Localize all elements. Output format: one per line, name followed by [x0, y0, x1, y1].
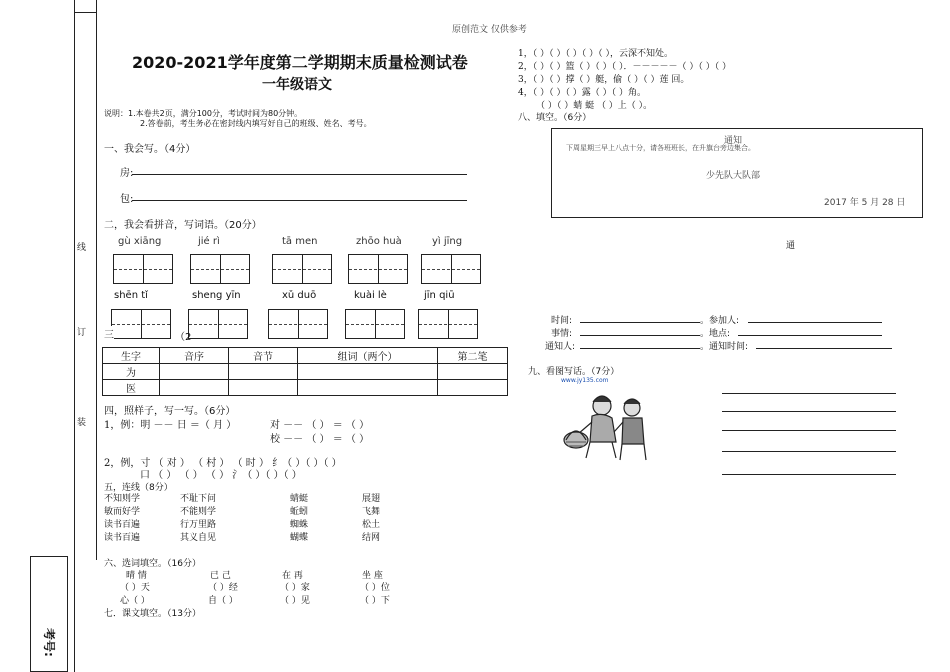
poem-line-4: 4，（ ）（ ）（ ）露（ ）（ ）角。 [518, 88, 647, 98]
seal-mark-a: 线 [77, 243, 87, 253]
word-pair: 已 己 [210, 571, 231, 581]
pinyin-7: sheng yīn [192, 290, 241, 301]
time-line[interactable] [580, 322, 700, 323]
match-col-1 [104, 493, 164, 545]
writing-grid[interactable] [345, 309, 405, 339]
pinyin-5: yì jīng [432, 236, 463, 247]
col-header: 音序 [160, 348, 229, 364]
word-pair: 在 再 [282, 571, 303, 581]
match-item[interactable]: 蜘蛛 [290, 520, 309, 530]
col-header: 音节 [229, 348, 298, 364]
writing-grid[interactable] [113, 254, 173, 284]
kaohao-label: 考号: [42, 628, 56, 657]
writing-grid[interactable] [268, 309, 328, 339]
match-item[interactable]: 蚯蚓 [290, 507, 309, 517]
s4-example-2: 2，例，寸 （ 对 ） （ 村 ） （ 时 ） 纟（ ）（ ）（ ） [104, 458, 342, 469]
writing-grid[interactable] [272, 254, 332, 284]
fill-blank[interactable]: （ ）见 [280, 596, 310, 606]
writing-grid[interactable] [188, 309, 248, 339]
match-item[interactable]: 展翅 [362, 494, 381, 504]
section-1-title: 一、我会写。（4分） [104, 144, 196, 155]
table-cell[interactable] [160, 380, 229, 396]
writing-grid[interactable] [348, 254, 408, 284]
event-label: 事情: [551, 329, 573, 339]
match-item[interactable]: 其义自见 [180, 533, 217, 543]
site-logo: www.jy135.com [561, 377, 609, 384]
match-item[interactable]: 飞舞 [362, 507, 381, 517]
writing-grid[interactable] [421, 254, 481, 284]
margin-line-2 [96, 0, 97, 560]
poem-line-3: 3，（ ）（ ）撑（ ）艇，偷（ ）（ ）莲 回。 [518, 75, 690, 85]
col-header: 生字 [103, 348, 160, 364]
match-item[interactable]: 不耻下问 [180, 494, 217, 504]
notifier-line[interactable] [580, 348, 700, 349]
s4-example-1: 1，例：明 －－ 日 ＝（ 月 ） [104, 420, 237, 431]
match-item[interactable]: 蝴蝶 [290, 533, 309, 543]
col-header: 组词（两个） [298, 348, 438, 364]
notifier-label: 通知人: [545, 342, 576, 352]
fill-blank[interactable]: （ ）下 [360, 596, 390, 606]
exam-note-1: 说明：1.本卷共2页，满分100分，考试时间为80分钟。 [104, 109, 303, 118]
s4-line-1b: 对 －－ （ ） ＝ （ ） [270, 420, 370, 431]
word-pair: 坐 座 [362, 571, 383, 581]
poem-line-1: 1，（ ）（ ）（ ）（ ）（ ），云深不知处。 [518, 49, 674, 59]
match-item[interactable]: 行万里路 [180, 520, 217, 530]
table-cell[interactable] [438, 380, 508, 396]
table-cell[interactable] [298, 364, 438, 380]
exam-title: 2020-2021学年度第二学期期末质量检测试卷 [132, 53, 468, 72]
pinyin-8: xǔ duō [282, 290, 317, 301]
join-line[interactable] [748, 322, 882, 323]
pinyin-9: kuài lè [354, 290, 387, 301]
s4-line-1c: 校 －－ （ ） ＝ （ ） [270, 434, 370, 445]
event-line[interactable] [580, 335, 700, 336]
section-3-title-a: 三 [104, 326, 114, 341]
kids-picture [560, 392, 660, 466]
section-3-title-b: （2 [175, 332, 192, 343]
char-table [102, 347, 508, 396]
match-col-4 [362, 493, 402, 545]
fill-blank[interactable]: （ ）经 [208, 583, 238, 593]
place-label: 。地点: [700, 329, 731, 339]
ntime-label: 。通知时间: [700, 342, 749, 352]
match-col-2 [180, 493, 240, 545]
match-col-3 [290, 493, 330, 545]
seal-mark-c: 装 [77, 418, 87, 428]
pinyin-4: zhōo huà [356, 236, 402, 247]
bao-label: 包: [120, 194, 134, 205]
fill-blank[interactable]: 自（ ） [208, 596, 238, 606]
pinyin-1: gù xiāng [118, 236, 162, 247]
fill-blank[interactable]: （ ）天 [120, 583, 150, 593]
write-line[interactable] [722, 451, 896, 452]
margin-top-rule [74, 12, 96, 13]
section-4-title: 四，照样子，写一写。（6分） [104, 406, 236, 417]
pinyin-6: shēn tǐ [114, 290, 148, 301]
table-cell: 为 [103, 364, 160, 380]
notice-sign: 少先队大队部 [706, 171, 761, 181]
match-item[interactable]: 不能则学 [180, 507, 217, 517]
writing-grid[interactable] [418, 309, 478, 339]
table-cell[interactable] [160, 364, 229, 380]
section-7-title: 七．课文填空。（13分） [104, 609, 201, 619]
exam-note-2: 2.答卷前，考生务必在密封线内填写好自己的班级、姓名、考号。 [140, 119, 372, 128]
poem-line-2: 2，（ ）（ ）篮（ ）（ ）（ ）．－－－－－（ ）（ ）（ ） [518, 62, 732, 72]
margin-line-1 [74, 0, 75, 672]
fill-blank[interactable]: （ ）位 [360, 583, 390, 593]
poem-line-5: （ ）（ ）蜻 蜓 （ ）上（ ）。 [536, 101, 653, 111]
exam-subtitle: 一年级语文 [262, 77, 332, 93]
s4-line-2b: 口 （ ） （ ） （ ） 氵（ ）（ ）（ ） [140, 470, 302, 481]
ntime-line[interactable] [756, 348, 892, 349]
section-5-title: 五，连线（8分） [104, 483, 173, 493]
notice-title: 通知 [724, 136, 743, 146]
table-cell[interactable] [229, 364, 298, 380]
fill-blank[interactable]: （ ）家 [280, 583, 310, 593]
tong-char: 通 [786, 241, 796, 251]
section-2-title: 二，我会看拼音，写词语。（20分） [104, 220, 262, 231]
word-pair: 晴 情 [126, 571, 147, 581]
section-9-title: 九、看图写话。（7分） [528, 367, 620, 377]
fang-line[interactable] [132, 174, 467, 175]
section-8-title: 八、填空。（6分） [518, 113, 592, 123]
match-item[interactable]: 松土 [362, 520, 381, 530]
notice-body: 下周星期三早上八点十分，请各班班长，在升旗台旁边集合。 [566, 144, 755, 152]
notice-date: 2017 年 5 月 28 日 [824, 198, 906, 208]
pinyin-10: jīn qiū [424, 290, 455, 301]
table-cell: 医 [103, 380, 160, 396]
watermark: 原创范文 仅供参考 [452, 25, 527, 35]
pinyin-3: tā men [282, 236, 318, 247]
fill-blank[interactable]: 心（ ） [120, 596, 150, 606]
pinyin-2: jié rì [198, 236, 220, 247]
match-item[interactable]: 敏而好学 [104, 507, 141, 517]
col-header: 第二笔 [438, 348, 508, 364]
write-line[interactable] [722, 411, 896, 412]
writing-grid[interactable] [190, 254, 250, 284]
table-cell[interactable] [298, 380, 438, 396]
match-item[interactable]: 结网 [362, 533, 381, 543]
bao-line[interactable] [132, 200, 467, 201]
seal-mark-b: 订 [77, 328, 87, 338]
match-item[interactable]: 不知则学 [104, 494, 141, 504]
fang-label: 房: [120, 168, 134, 179]
table-cell[interactable] [438, 364, 508, 380]
match-item[interactable]: 读书百遍 [104, 533, 141, 543]
section-6-title: 六、选词填空。（16分） [104, 559, 201, 569]
write-line[interactable] [722, 430, 896, 431]
write-line[interactable] [722, 474, 896, 475]
join-label: 。参加人: [700, 316, 740, 326]
table-cell[interactable] [229, 380, 298, 396]
writing-grid[interactable] [111, 309, 171, 339]
match-item[interactable]: 蜻蜓 [290, 494, 309, 504]
write-line[interactable] [722, 393, 896, 394]
match-item[interactable]: 读书百遍 [104, 520, 141, 530]
place-line[interactable] [738, 335, 882, 336]
time-label: 时间: [551, 316, 573, 326]
